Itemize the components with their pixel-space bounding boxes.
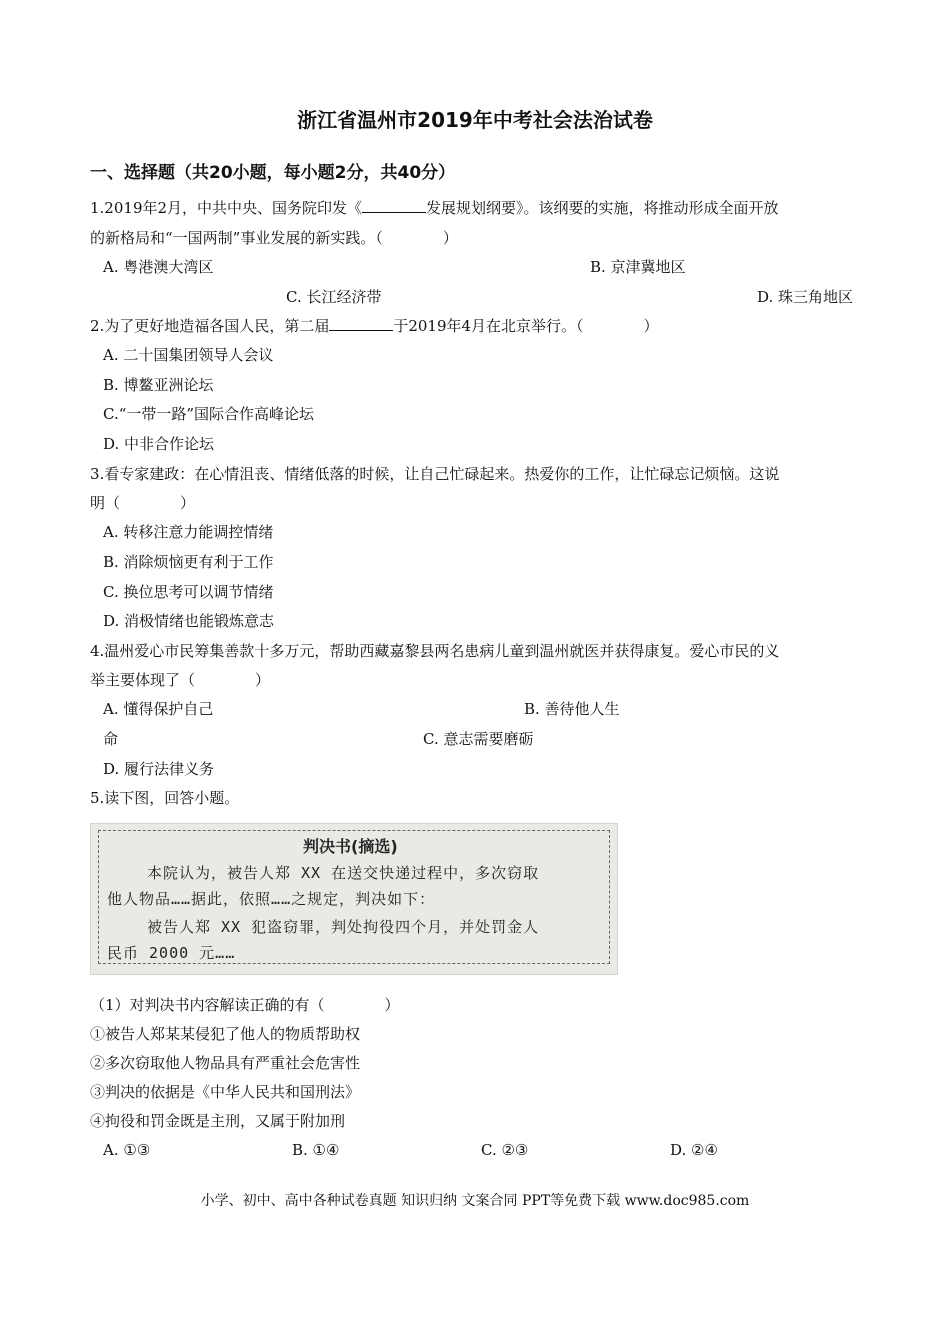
question-4-option-c: C. 意志需要磨砺 (423, 730, 534, 748)
judgment-title: 判决书(摘选) (303, 837, 398, 856)
question-5-option-d: D. ②④ (670, 1141, 718, 1159)
question-1-text-pre: 1.2019年2月，中共中央、国务院印发《 (90, 199, 363, 217)
section-heading: 一、选择题（共20小题，每小题2分，共40分） (90, 163, 456, 183)
answer-blank (329, 316, 393, 331)
question-3-stem: 3.看专家建政：在心情沮丧、情绪低落的时候，让自己忙碌起来。热爱你的工作，让忙碌忘记烦恼。这说 (90, 465, 780, 483)
question-4-option-b-cont: 命 (103, 730, 119, 748)
judgment-line-1: 本院认为，被告人郑 XX 在送交快递过程中，多次窃取 (147, 864, 540, 882)
question-5-statement-3: ③判决的依据是《中华人民共和国刑法》 (90, 1083, 361, 1101)
question-4-option-b: B. 善待他人生 (524, 700, 620, 718)
question-5-option-b: B. ①④ (292, 1141, 340, 1159)
page-title: 浙江省温州市2019年中考社会法治试卷 (297, 108, 653, 132)
question-4-option-a: A. 懂得保护自己 (103, 700, 214, 718)
question-1-option-c: C. 长江经济带 (286, 288, 382, 306)
question-5-option-c: C. ②③ (481, 1141, 529, 1159)
question-2-option-c: C.“一带一路”国际合作高峰论坛 (103, 405, 315, 423)
judgment-line-3: 被告人郑 XX 犯盗窃罪，判处拘役四个月，并处罚金人 (147, 918, 540, 936)
question-5-statement-4: ④拘役和罚金既是主刑，又属于附加刑 (90, 1112, 346, 1130)
question-3-option-d: D. 消极情绪也能锻炼意志 (103, 612, 275, 630)
question-1-stem (90, 197, 779, 219)
question-5-sub-1: （1）对判决书内容解读正确的有（ ） (90, 996, 400, 1014)
question-4-stem-cont: 举主要体现了（ ） (90, 671, 271, 689)
judgment-document-image (90, 823, 618, 975)
question-2-stem (90, 315, 659, 337)
question-2-option-b: B. 博鳌亚洲论坛 (103, 376, 214, 394)
page-footer: 小学、初中、高中各种试卷真题 知识归纳 文案合同 PPT等免费下载 www.doc985.com (200, 1193, 750, 1209)
question-3-stem-cont: 明（ ） (90, 494, 196, 512)
question-2-text-pre: 2.为了更好地造福各国人民，第二届 (90, 317, 330, 335)
question-1-option-d: D. 珠三角地区 (757, 288, 854, 306)
question-1-option-a: A. 粤港澳大湾区 (103, 258, 214, 276)
question-3-option-c: C. 换位思考可以调节情绪 (103, 583, 274, 601)
question-5-statement-1: ①被告人郑某某侵犯了他人的物质帮助权 (90, 1025, 361, 1043)
question-2-text-post: 于2019年4月在北京举行。（ ） (393, 317, 659, 335)
judgment-line-2: 他人物品……据此，依照……之规定，判决如下： (107, 890, 436, 908)
question-5-statement-2: ②多次窃取他人物品具有严重社会危害性 (90, 1054, 361, 1072)
question-5-intro: 5.读下图，回答小题。 (90, 789, 240, 807)
question-3-option-a: A. 转移注意力能调控情绪 (103, 523, 274, 541)
question-2-option-d: D. 中非合作论坛 (103, 435, 215, 453)
question-4-stem: 4.温州爱心市民筹集善款十多万元，帮助西藏嘉黎县两名患病儿童到温州就医并获得康复。爱心市民的义 (90, 642, 780, 660)
question-1-stem-cont: 的新格局和“一国两制”事业发展的新实践。（ ） (90, 229, 458, 247)
question-4-option-d: D. 履行法律义务 (103, 760, 215, 778)
question-5-option-a: A. ①③ (103, 1141, 151, 1159)
question-2-option-a: A. 二十国集团领导人会议 (103, 346, 274, 364)
question-3-option-b: B. 消除烦恼更有利于工作 (103, 553, 274, 571)
judgment-line-4: 民币 2000 元…… (107, 944, 236, 962)
question-1-option-b: B. 京津冀地区 (590, 258, 686, 276)
answer-blank (362, 198, 426, 213)
question-1-text-post: 发展规划纲要》。该纲要的实施，将推动形成全面开放 (426, 199, 779, 217)
